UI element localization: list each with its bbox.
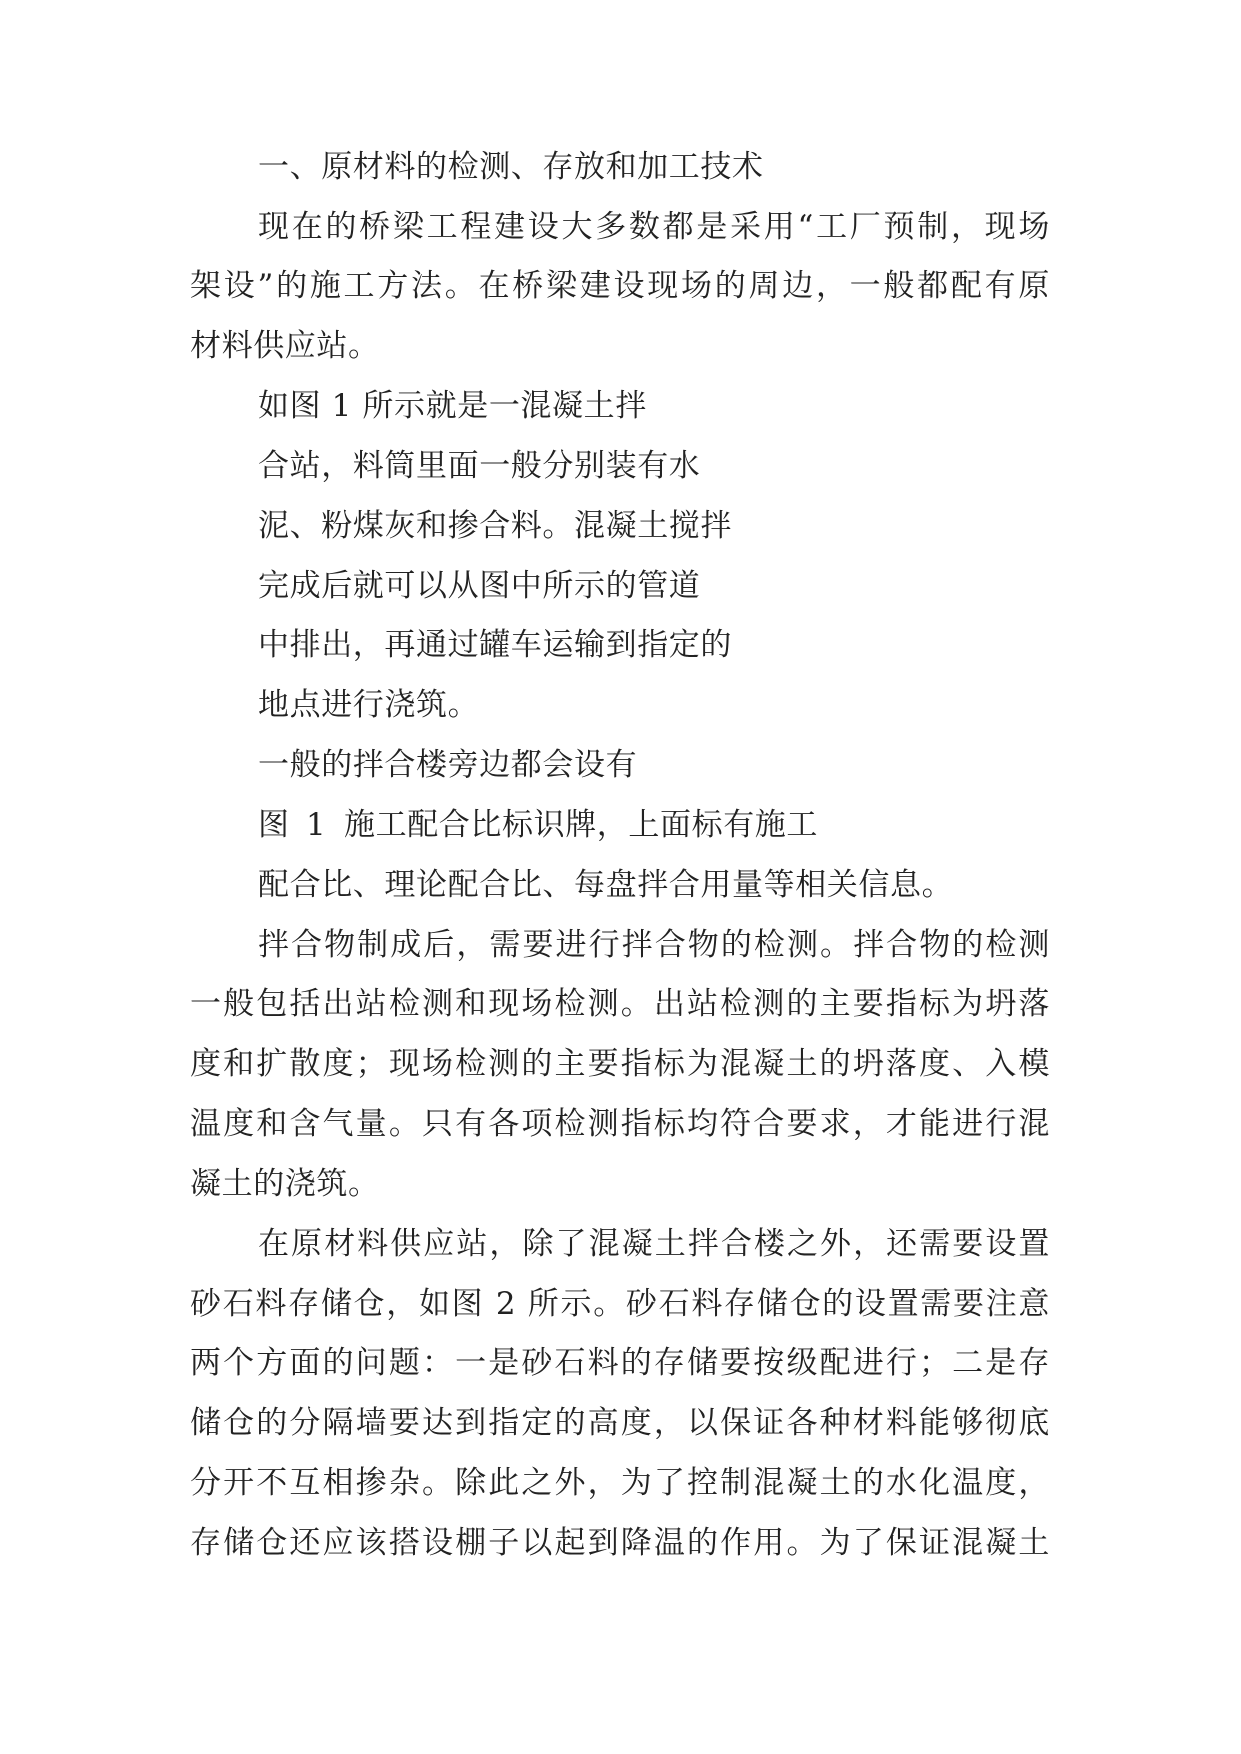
figure-wrap-line-3: 泥、粉煤灰和掺合料。混凝土搅拌: [258, 508, 732, 544]
paragraph-4-line-5: 分开不互相掺杂。除此之外，为了控制混凝土的水化温度，: [190, 1465, 1050, 1501]
figure-caption: 图 1: [258, 807, 327, 843]
figure-wrap-line-2: 合站，料筒里面一般分别装有水: [258, 448, 701, 484]
caption-continuation: 施工配合比标识牌，上面标有施工: [344, 807, 818, 843]
figure-wrap-line-7: 一般的拌合楼旁边都会设有: [258, 747, 638, 783]
paragraph-4-line-6: 存储仓还应该搭设棚子以起到降温的作用。为了保证混凝土: [190, 1525, 1050, 1561]
figure-wrap-line-1: 如图 1 所示就是一混凝土拌: [258, 388, 647, 424]
paragraph-1-line-1: 现在的桥梁工程建设大多数都是采用“工厂预制，现场: [258, 209, 1050, 245]
paragraph-2-end: 配合比、理论配合比、每盘拌合用量等相关信息。: [258, 867, 954, 903]
paragraph-3-line-3: 度和扩散度；现场检测的主要指标为混凝土的坍落度、入模: [190, 1046, 1050, 1082]
paragraph-1-line-2: 架设”的施工方法。在桥梁建设现场的周边，一般都配有原: [190, 268, 1050, 304]
paragraph-4-line-2: 砂石料存储仓，如图 2 所示。砂石料存储仓的设置需要注意: [190, 1286, 1050, 1322]
paragraph-3-line-1: 拌合物制成后，需要进行拌合物的检测。拌合物的检测: [258, 927, 1050, 963]
section-heading: 一、原材料的检测、存放和加工技术: [258, 149, 764, 185]
paragraph-1-line-3: 材料供应站。: [190, 328, 380, 364]
figure-wrap-line-6: 地点进行浇筑。: [258, 687, 480, 723]
paragraph-4-line-3: 两个方面的问题：一是砂石料的存储要按级配进行；二是存: [190, 1345, 1050, 1381]
paragraph-3-line-2: 一般包括出站检测和现场检测。出站检测的主要指标为坍落: [190, 986, 1050, 1022]
figure-wrap-line-4: 完成后就可以从图中所示的管道: [258, 568, 701, 604]
figure-wrap-line-5: 中排出，再通过罐车运输到指定的: [258, 627, 732, 663]
paragraph-4-line-1: 在原材料供应站，除了混凝土拌合楼之外，还需要设置: [258, 1226, 1050, 1262]
paragraph-3-line-4: 温度和含气量。只有各项检测指标均符合要求，才能进行混: [190, 1106, 1050, 1142]
paragraph-4-line-4: 储仓的分隔墙要达到指定的高度，以保证各种材料能够彻底: [190, 1405, 1050, 1441]
paragraph-3-line-5: 凝土的浇筑。: [190, 1166, 380, 1202]
